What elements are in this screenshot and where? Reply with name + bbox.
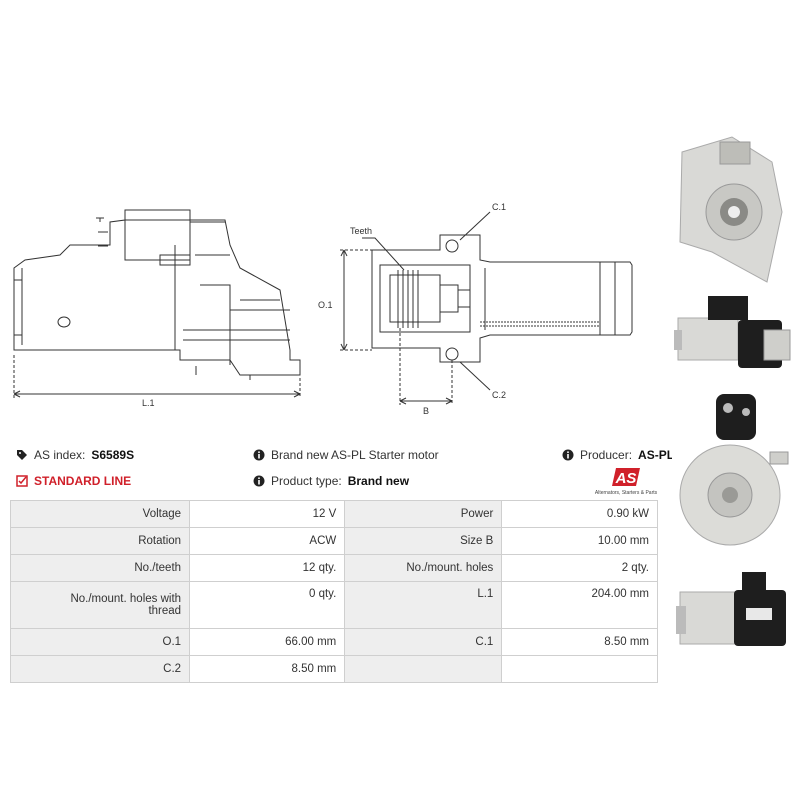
spec-value: 0.90 kW	[502, 501, 658, 528]
info-icon	[253, 475, 265, 487]
spec-value: 10.00 mm	[502, 528, 658, 555]
description-text: Brand new AS-PL Starter motor	[271, 448, 439, 462]
producer-value: AS-PL	[638, 448, 675, 462]
spec-label: Rotation	[11, 528, 190, 555]
technical-drawing	[0, 150, 670, 430]
spec-label: No./mount. holes	[345, 555, 502, 582]
standard-line	[16, 474, 131, 488]
logo-mark: AS	[615, 470, 637, 487]
producer-label: Producer:	[580, 448, 633, 462]
spec-value: 0 qty.	[190, 582, 345, 629]
spec-label: Voltage	[11, 501, 190, 528]
product-type-label: Product type:	[271, 474, 342, 488]
table-row	[11, 555, 658, 582]
spec-value: 66.00 mm	[190, 629, 345, 656]
b-label: B	[423, 406, 430, 416]
spec-label: O.1	[11, 629, 190, 656]
c2-label: C.2	[492, 390, 507, 400]
product-photo-angle	[672, 562, 796, 672]
spec-value: 12 qty.	[190, 555, 345, 582]
table-row	[11, 528, 658, 555]
spec-label: No./mount. holes with thread	[11, 582, 190, 629]
info-icon	[253, 449, 265, 461]
o1-label: O.1	[318, 300, 333, 310]
table-row	[11, 629, 658, 656]
spec-value	[502, 656, 658, 683]
c1-label: C.1	[492, 202, 507, 212]
info-icon	[562, 449, 574, 461]
product-photo-front	[672, 132, 796, 292]
spec-value: 8.50 mm	[502, 629, 658, 656]
spec-label: No./teeth	[11, 555, 190, 582]
table-row	[11, 501, 658, 528]
tag-icon	[16, 449, 28, 461]
teeth-label: Teeth	[350, 226, 373, 236]
product-type-value: Brand new	[347, 474, 410, 488]
checkbox-icon	[16, 475, 28, 487]
spec-label: C.1	[345, 629, 502, 656]
spec-value: 2 qty.	[502, 555, 658, 582]
table-row	[11, 582, 658, 629]
product-description	[253, 448, 439, 462]
spec-label	[345, 656, 502, 683]
table-row	[11, 656, 658, 683]
as-index-value: S6589S	[91, 448, 135, 462]
spec-value: ACW	[190, 528, 345, 555]
specs-table	[10, 500, 658, 683]
logo-tagline: Alternators, Starters & Parts	[594, 490, 658, 496]
as-index-label: AS index:	[34, 448, 86, 462]
standard-line-label: STANDARD LINE	[34, 474, 132, 488]
product-type	[253, 474, 409, 488]
as-pl-logo	[588, 466, 664, 496]
as-index	[16, 448, 134, 462]
l1-label: L.1	[142, 398, 155, 408]
product-photo-rear	[672, 390, 796, 558]
spec-value: 204.00 mm	[502, 582, 658, 629]
spec-label: C.2	[11, 656, 190, 683]
spec-value: 12 V	[190, 501, 345, 528]
product-photo-side	[672, 290, 796, 390]
spec-label: Power	[345, 501, 502, 528]
spec-value: 8.50 mm	[190, 656, 345, 683]
spec-label: Size B	[345, 528, 502, 555]
producer	[562, 448, 674, 462]
spec-label: L.1	[345, 582, 502, 629]
